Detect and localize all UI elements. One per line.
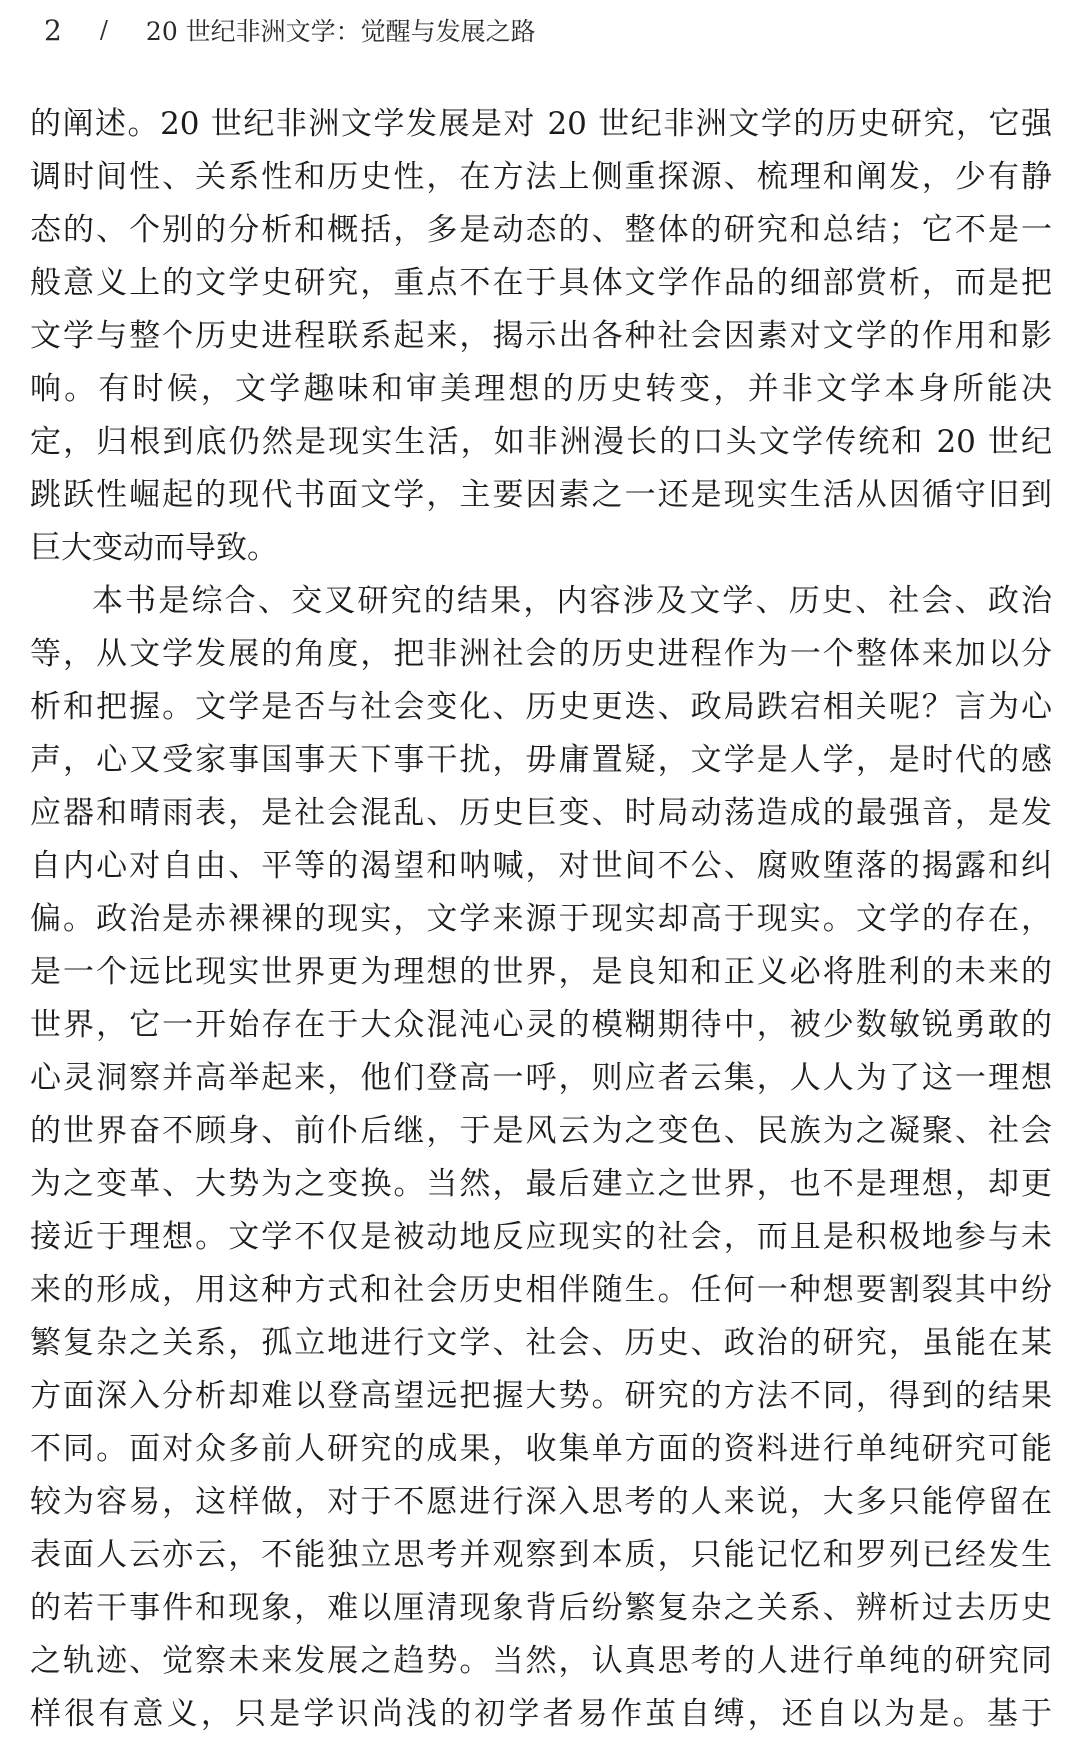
- text-line: 跳跃性崛起的现代书面文学，主要因素之一还是现实生活从因循守旧到: [30, 477, 1052, 513]
- text-line: 定，归根到底仍然是现实生活，如非洲漫长的口头文学传统和 20 世纪: [30, 424, 1052, 460]
- text-line: 声，心又受家事国事天下事干扰，毋庸置疑，文学是人学，是时代的感: [30, 742, 1052, 778]
- text-line: 的若干事件和现象，难以厘清现象背后纷繁复杂之关系、辨析过去历史: [30, 1590, 1052, 1626]
- text-line: 的世界奋不顾身、前仆后继，于是风云为之变色、民族为之凝聚、社会: [30, 1113, 1052, 1149]
- text-line: 较为容易，这样做，对于不愿进行深入思考的人来说，大多只能停留在: [30, 1484, 1052, 1520]
- body-text: [30, 98, 1052, 1741]
- text-line: 不同。面对众多前人研究的成果，收集单方面的资料进行单纯研究可能: [30, 1431, 1052, 1467]
- text-line: 等，从文学发展的角度，把非洲社会的历史进程作为一个整体来加以分: [30, 636, 1052, 672]
- text-line: 样很有意义，只是学识尚浅的初学者易作茧自缚，还自以为是。基于: [30, 1696, 1052, 1732]
- text-line: 繁复杂之关系，孤立地进行文学、社会、历史、政治的研究，虽能在某: [30, 1325, 1052, 1361]
- text-line: 为之变革、大势为之变换。当然，最后建立之世界，也不是理想，却更: [30, 1166, 1052, 1202]
- text-line: 表面人云亦云，不能独立思考并观察到本质，只能记忆和罗列已经发生: [30, 1537, 1052, 1573]
- text-line: 态的、个别的分析和概括，多是动态的、整体的研究和总结；它不是一: [30, 212, 1052, 248]
- text-line: 应器和晴雨表，是社会混乱、历史巨变、时局动荡造成的最强音，是发: [30, 795, 1052, 831]
- running-title: 20 世纪非洲文学：觉醒与发展之路: [145, 17, 536, 46]
- text-line: 响。有时候，文学趣味和审美理想的历史转变，并非文学本身所能决: [30, 371, 1052, 407]
- text-line: 方面深入分析却难以登高望远把握大势。研究的方法不同，得到的结果: [30, 1378, 1052, 1414]
- text-line: 心灵洞察并高举起来，他们登高一呼，则应者云集，人人为了这一理想: [30, 1060, 1052, 1096]
- text-line: 是一个远比现实世界更为理想的世界，是良知和正义必将胜利的未来的: [30, 954, 1052, 990]
- text-line: 接近于理想。文学不仅是被动地反应现实的社会，而且是积极地参与未: [30, 1219, 1052, 1255]
- text-line: 来的形成，用这种方式和社会历史相伴随生。任何一种想要割裂其中纷: [30, 1272, 1052, 1308]
- paragraph-2: [30, 575, 1052, 1741]
- text-line: 析和把握。文学是否与社会变化、历史更迭、政局跌宕相关呢？言为心: [30, 689, 1052, 725]
- text-line: 调时间性、关系性和历史性，在方法上侧重探源、梳理和阐发，少有静: [30, 159, 1052, 195]
- text-line: 般意义上的文学史研究，重点不在于具体文学作品的细部赏析，而是把: [30, 265, 1052, 301]
- text-line: 的阐述。20 世纪非洲文学发展是对 20 世纪非洲文学的历史研究，它强: [30, 106, 1052, 142]
- text-line: 偏。政治是赤裸裸的现实，文学来源于现实却高于现实。文学的存在，: [30, 901, 1052, 937]
- paragraph-1: [30, 98, 1052, 575]
- page-number: 2: [44, 13, 62, 47]
- text-line: 之轨迹、觉察未来发展之趋势。当然，认真思考的人进行单纯的研究同: [30, 1643, 1052, 1679]
- text-line: 巨大变动而导致。: [30, 530, 278, 566]
- text-line: 文学与整个历史进程联系起来，揭示出各种社会因素对文学的作用和影: [30, 318, 1052, 354]
- text-line: 世界，它一开始存在于大众混沌心灵的模糊期待中，被少数敏锐勇敢的: [30, 1007, 1052, 1043]
- running-header: [44, 10, 536, 50]
- text-line: 自内心对自由、平等的渴望和呐喊，对世间不公、腐败堕落的揭露和纠: [30, 848, 1052, 884]
- text-line: 本书是综合、交叉研究的结果，内容涉及文学、历史、社会、政治: [92, 583, 1052, 619]
- header-separator: /: [99, 16, 108, 44]
